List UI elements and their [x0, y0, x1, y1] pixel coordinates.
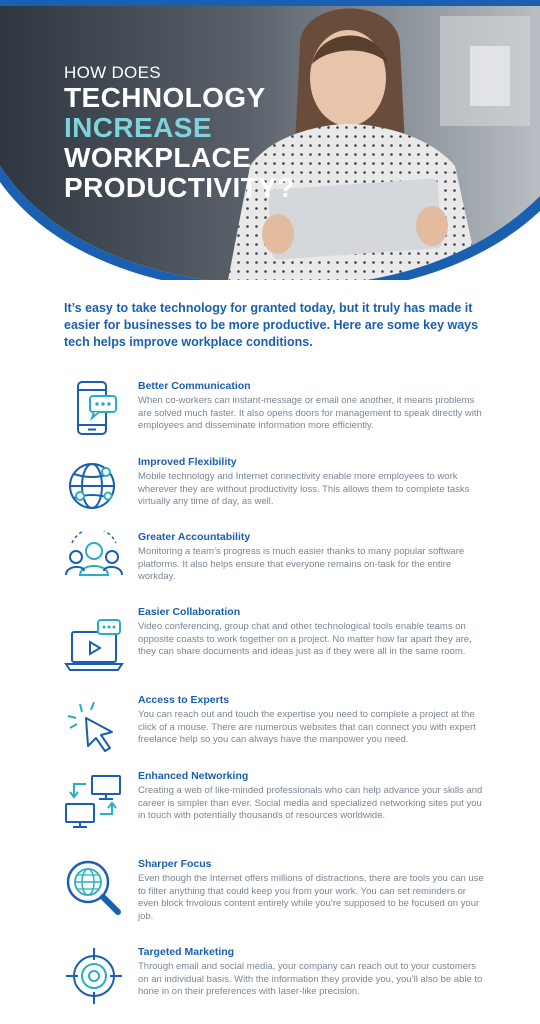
team-icon: [64, 531, 124, 591]
item-body: Video conferencing, group chat and other technological tools enable teams on opposite coasts to work together on a project. No matter how far apart they are, they can share documents and ideas just as if they were all in the same room.: [138, 621, 472, 658]
globe-search-icon: [64, 858, 124, 918]
item-body: Even though the Internet offers millions of distractions, there are tools you can use to filter anything that could keep you from your work. You can set reminders or even block frivolous content entirely while you’re supposed to be focused on your job.: [138, 873, 484, 922]
item-title: Easier Collaboration: [138, 606, 241, 618]
item-title: Greater Accountability: [138, 531, 251, 543]
hero-title-line-1: HOW DOES: [64, 63, 161, 82]
hero-title-line-5: PRODUCTIVITY?: [64, 172, 295, 203]
hero-title-line-2: TECHNOLOGY: [64, 82, 266, 113]
item-title: Sharper Focus: [138, 858, 212, 870]
target-icon: [64, 946, 124, 1006]
hero-title-line-3: INCREASE: [64, 112, 212, 143]
item-body: When co-workers can instant-message or email one another, it means problems are solved much faster. It also opens doors for management to speak directly with employees and disseminate information more efficiently.: [138, 395, 482, 432]
hero-title: [64, 62, 295, 203]
intro-paragraph: It’s easy to take technology for granted today, but it truly has made it easier for businesses to be more productive. Here are some key ways tech helps improve workplace conditions.: [64, 301, 479, 349]
item-body: You can reach out and touch the expertise you need to complete a project at the click of a mouse. There are numerous websites that can connect you with expert freelance help so you can always have the manpower you need.: [138, 709, 476, 746]
laptop-chat-icon: [64, 616, 124, 676]
hero-banner: [0, 6, 540, 280]
item-title: Access to Experts: [138, 694, 230, 706]
item-body: Creating a web of like-minded professionals who can help advance your skills and career is simpler than ever. Social media and specialized networking sites put you in touch with potentially thousands of resources worldwide.: [138, 785, 483, 822]
item-body: Through email and social media, your company can reach out to your customers on an individual basis. With the information they provide you, you’ll also be able to hone in on their preferences with laser-like precision.: [138, 961, 483, 998]
hero-title-line-4: WORKPLACE: [64, 142, 252, 173]
phone-chat-icon: [64, 378, 124, 438]
item-title: Enhanced Networking: [138, 770, 249, 782]
globe-network-icon: [64, 456, 124, 516]
item-title: Targeted Marketing: [138, 946, 235, 958]
item-title: Improved Flexibility: [138, 456, 237, 468]
item-body: Monitoring a team’s progress is much easier thanks to many popular software platforms. It also helps ensure that everyone remains on-task for the entire workday.: [138, 546, 465, 583]
item-title: Better Communication: [138, 380, 251, 392]
monitors-exchange-icon: [64, 772, 124, 832]
cursor-click-icon: [64, 696, 124, 756]
item-body: Mobile technology and Internet connectivity enable more employees to work wherever they are without productivity loss. This allows them to complete tasks virtually any time of day, as well.: [138, 471, 470, 508]
